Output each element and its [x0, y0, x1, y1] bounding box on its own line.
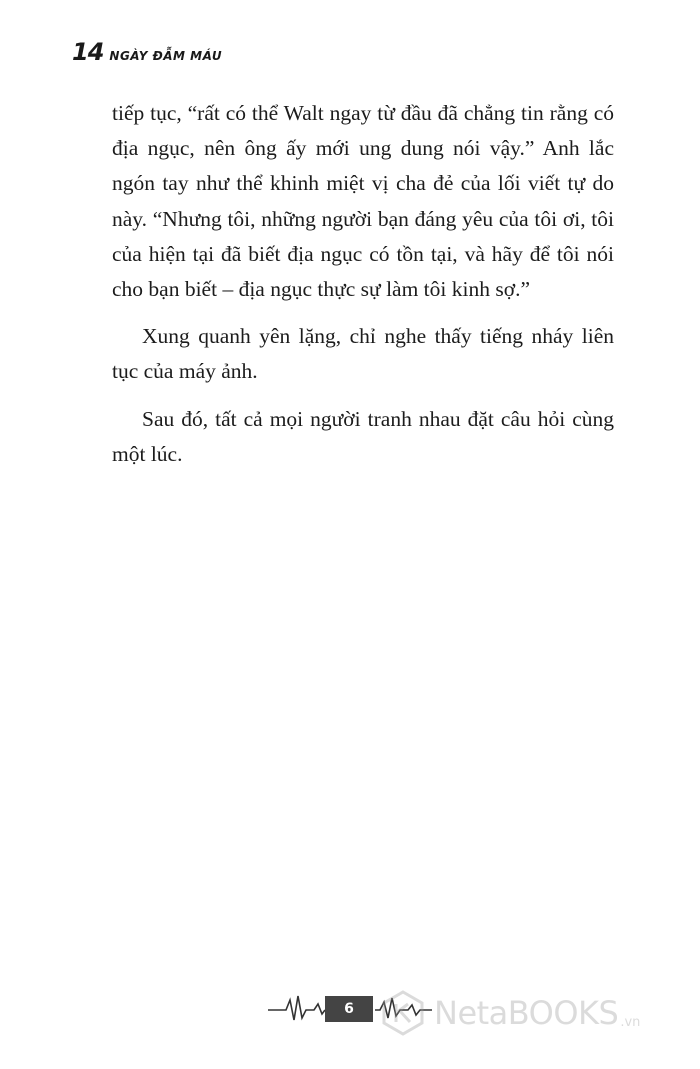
paragraph: Sau đó, tất cả mọi người tranh nhau đặt câu hỏi cùng một lúc.: [112, 406, 614, 466]
watermark-brand: NetaBOOKS: [434, 994, 619, 1032]
paragraph: Xung quanh yên lặng, chỉ nghe thấy tiếng nháy liên tục của máy ảnh.: [112, 324, 614, 384]
netabooks-logo-icon: [380, 990, 426, 1036]
running-header: [72, 38, 222, 66]
header-number: 14: [72, 38, 104, 66]
watermark: [380, 990, 640, 1036]
page-body: [112, 96, 614, 484]
book-title: NGÀY ĐẪM MÁU: [109, 49, 223, 63]
paragraph-continued: tiếp tục, “rất có thể Walt ngay từ đầu đã chẳng tin rằng có địa ngục, nên ông ấy mới ung dung nói vậy.” Anh lắc ngón tay như thể khinh miệt vị cha đẻ của lối viết tự do này. “Nhưng tôi, những người bạn đáng yêu của tôi ơi, tôi của hiện tại đã biết địa ngục có tồn tại, và hãy để tôi nói cho bạn biết – địa ngục thực sự làm tôi kinh sợ.”: [112, 101, 614, 302]
page-number: 6: [325, 996, 373, 1022]
watermark-suffix: .vn: [620, 1015, 641, 1030]
